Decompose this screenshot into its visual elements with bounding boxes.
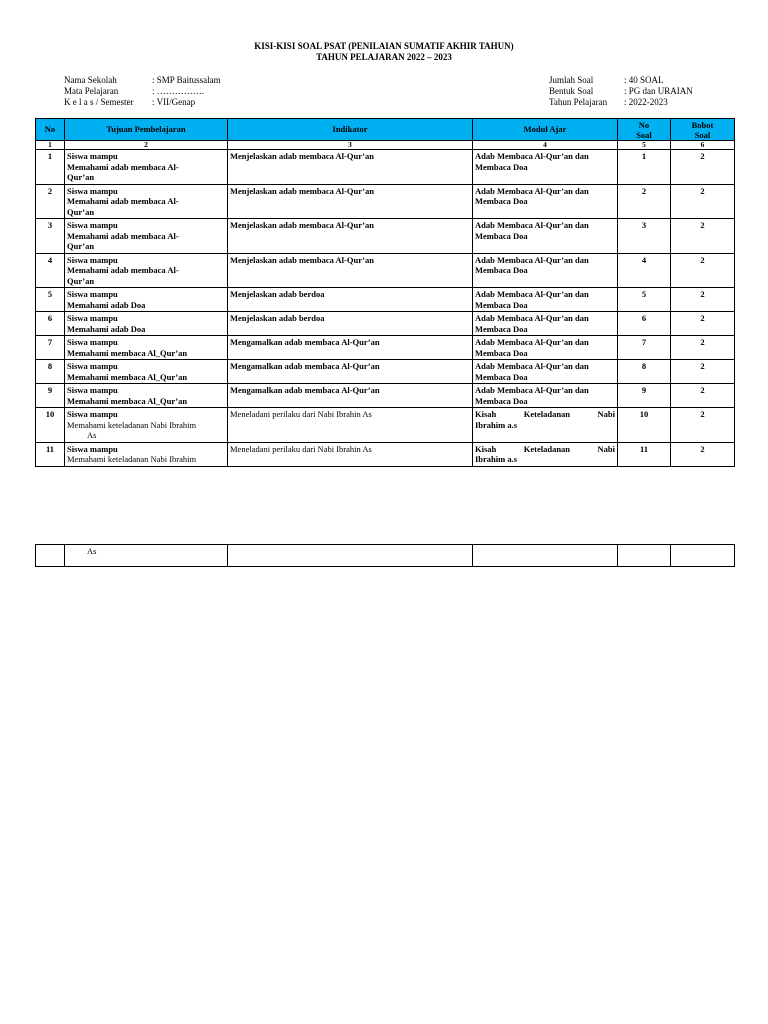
bobot-cell: 2 <box>671 288 735 312</box>
bobot-cell: 2 <box>671 312 735 336</box>
tp-body-text: Memahami membaca Al_Qur’an <box>67 347 188 358</box>
tp-head-text: Siswa mampu <box>67 185 118 196</box>
document-title: KISI-KISI SOAL PSAT (PENILAIAN SUMATIF AKHIR TAHUN) <box>254 41 514 51</box>
tp-head-text: Siswa mampu <box>67 254 118 265</box>
tp-head-text: Siswa mampu <box>67 289 118 299</box>
no-soal-cell: 3 <box>618 219 671 254</box>
table-row <box>36 312 735 336</box>
tujuan-pembelajaran-cell <box>65 408 228 443</box>
meta-label: Tahun Pelajaran <box>549 97 608 107</box>
no-soal-cell: 5 <box>618 288 671 312</box>
table-header-row <box>36 119 735 141</box>
modul-ajar-cell <box>473 312 618 336</box>
tp-head-text: Siswa mampu <box>67 337 118 347</box>
header-bobot: Bobot Soal <box>671 119 735 141</box>
tp-tail-text: Qur’an <box>67 241 95 251</box>
modul-line-1: Adab Membaca Al-Qur’an dan <box>475 361 589 371</box>
indikator-cell: Meneladani perilaku dari Nabi Ibrahin As <box>228 408 473 443</box>
modul-line-1: Adab Membaca Al-Qur’an dan <box>475 151 589 161</box>
modul-ajar-cell <box>473 545 618 567</box>
indikator-cell: Menjelaskan adab membaca Al-Qur’an <box>228 253 473 288</box>
tp-body-text: Memahami membaca Al_Qur’an <box>67 371 188 382</box>
modul-line-2: Membaca Doa <box>475 347 528 358</box>
modul-ajar-cell <box>473 150 618 185</box>
meta-label: Nama Sekolah <box>64 75 117 85</box>
modul-line-2: Membaca Doa <box>475 299 528 310</box>
no-soal-cell: 4 <box>618 253 671 288</box>
modul-ajar-cell <box>473 442 618 466</box>
tujuan-pembelajaran-cell <box>65 288 228 312</box>
modul-line-1: Adab Membaca Al-Qur’an dan <box>475 313 589 323</box>
tujuan-pembelajaran-cell <box>65 253 228 288</box>
table-row <box>36 336 735 360</box>
column-number: 2 <box>65 141 228 150</box>
kisi-kisi-table-page-1 <box>35 118 735 467</box>
row-number: 5 <box>36 288 65 312</box>
meta-label: K e l a s / Semester <box>64 97 134 107</box>
table-row <box>36 219 735 254</box>
table-row <box>36 384 735 408</box>
bobot-cell <box>671 545 735 567</box>
modul-word: Nabi <box>597 443 615 454</box>
no-soal-cell <box>618 545 671 567</box>
tp-head-text: Siswa mampu <box>67 220 118 230</box>
row-number: 4 <box>36 253 65 288</box>
meta-label: Mata Pelajaran <box>64 86 119 96</box>
modul-ajar-cell <box>473 184 618 219</box>
meta-value: : PG dan URAIAN <box>624 86 693 96</box>
table-row <box>36 408 735 443</box>
bobot-cell: 2 <box>671 360 735 384</box>
meta-value: : SMP Baitussalam <box>152 75 221 85</box>
indikator-cell: Menjelaskan adab membaca Al-Qur’an <box>228 150 473 185</box>
no-soal-cell: 11 <box>618 442 671 466</box>
table-row <box>36 545 735 567</box>
modul-ajar-cell <box>473 360 618 384</box>
tp-head-text: Siswa mampu <box>67 313 118 323</box>
column-number: 3 <box>228 141 473 150</box>
indikator-cell: Mengamalkan adab membaca Al-Qur’an <box>228 384 473 408</box>
indikator-cell <box>228 545 473 567</box>
modul-ajar-cell <box>473 384 618 408</box>
row-number: 9 <box>36 384 65 408</box>
modul-word: Kisah <box>475 409 497 419</box>
tp-body-text: Memahami keteladanan Nabi Ibrahim <box>67 419 197 430</box>
modul-line-2: Membaca Doa <box>475 265 528 275</box>
tp-tail-text: Qur’an <box>67 275 95 286</box>
meta-left <box>64 75 221 108</box>
table-row <box>36 150 735 185</box>
modul-line-2: Membaca Doa <box>475 371 528 382</box>
tujuan-pembelajaran-cell <box>65 312 228 336</box>
modul-ajar-cell <box>473 253 618 288</box>
modul-line-1: Adab Membaca Al-Qur’an dan <box>475 337 589 347</box>
column-number: 4 <box>473 141 618 150</box>
modul-ajar-cell <box>473 219 618 254</box>
row-number: 7 <box>36 336 65 360</box>
modul-line-1: Adab Membaca Al-Qur’an dan <box>475 220 589 230</box>
tujuan-pembelajaran-cell <box>65 360 228 384</box>
modul-ajar-cell <box>473 408 618 443</box>
bobot-cell: 2 <box>671 384 735 408</box>
modul-line-1 <box>475 409 615 420</box>
tujuan-pembelajaran-cell <box>65 336 228 360</box>
column-number-row <box>36 141 735 150</box>
modul-line-2: Ibrahim a.s <box>475 454 518 464</box>
row-number: 10 <box>36 408 65 443</box>
tujuan-pembelajaran-cell <box>65 545 228 567</box>
modul-line-2: Membaca Doa <box>475 161 528 172</box>
tp-head-text: Siswa mampu <box>67 409 118 419</box>
meta-value: : VII/Genap <box>152 97 196 107</box>
tp-tail-text: As <box>87 546 97 556</box>
meta-value: : 40 SOAL <box>624 75 664 85</box>
header-modul: Modul Ajar <box>473 119 618 141</box>
column-number: 5 <box>618 141 671 150</box>
row-number: 6 <box>36 312 65 336</box>
tujuan-pembelajaran-cell <box>65 219 228 254</box>
indikator-cell: Menjelaskan adab berdoa <box>228 312 473 336</box>
no-soal-cell: 10 <box>618 408 671 443</box>
tujuan-pembelajaran-cell <box>65 184 228 219</box>
modul-line-2: Membaca Doa <box>475 196 528 206</box>
indikator-cell: Menjelaskan adab membaca Al-Qur’an <box>228 219 473 254</box>
indikator-cell: Menjelaskan adab membaca Al-Qur’an <box>228 184 473 219</box>
table-row <box>36 253 735 288</box>
tp-body-text: Memahami keteladanan Nabi Ibrahim <box>67 454 197 464</box>
document-subtitle: TAHUN PELAJARAN 2022 – 2023 <box>316 52 452 62</box>
no-soal-cell: 8 <box>618 360 671 384</box>
tp-tail-text: Qur’an <box>67 206 95 217</box>
meta-label: Bentuk Soal <box>549 86 594 96</box>
modul-line-1: Adab Membaca Al-Qur’an dan <box>475 185 589 196</box>
modul-word: Keteladanan <box>523 443 571 454</box>
tp-body-text: Memahami membaca Al_Qur’an <box>67 395 188 406</box>
modul-line-1: Adab Membaca Al-Qur’an dan <box>475 254 589 265</box>
row-number: 8 <box>36 360 65 384</box>
tp-body-text: Memahami adab membaca Al- <box>67 230 179 241</box>
modul-line-1 <box>475 444 615 455</box>
bobot-cell: 2 <box>671 408 735 443</box>
tp-head-text: Siswa mampu <box>67 361 118 371</box>
tp-body-text: Memahami adab Doa <box>67 323 146 334</box>
no-soal-cell: 1 <box>618 150 671 185</box>
tp-body-text: Memahami adab membaca Al- <box>67 265 179 275</box>
row-number: 3 <box>36 219 65 254</box>
header-tujuan: Tujuan Pembelajaran <box>65 119 228 141</box>
modul-word: Keteladanan <box>523 409 571 419</box>
row-number: 1 <box>36 150 65 185</box>
table-row <box>36 442 735 466</box>
modul-word: Nabi <box>597 409 615 419</box>
indikator-cell: Meneladani perilaku dari Nabi Ibrahin As <box>228 442 473 466</box>
tp-body-text: Memahami adab membaca Al- <box>67 161 179 172</box>
row-number <box>36 545 65 567</box>
modul-ajar-cell <box>473 336 618 360</box>
kisi-kisi-table-page-2 <box>35 544 735 567</box>
indikator-cell: Mengamalkan adab membaca Al-Qur’an <box>228 336 473 360</box>
table-row <box>36 360 735 384</box>
modul-line-2: Membaca Doa <box>475 323 528 334</box>
table-row <box>36 184 735 219</box>
tp-head-text: Siswa mampu <box>67 151 118 161</box>
modul-line-2: Membaca Doa <box>475 395 528 406</box>
modul-line-1: Adab Membaca Al-Qur’an dan <box>475 289 589 299</box>
column-number: 1 <box>36 141 65 150</box>
modul-line-2: Ibrahim a.s <box>475 419 518 430</box>
bobot-cell: 2 <box>671 219 735 254</box>
modul-word: Kisah <box>475 443 497 454</box>
tujuan-pembelajaran-cell <box>65 384 228 408</box>
tp-body-text: Memahami adab Doa <box>67 299 146 310</box>
no-soal-cell: 7 <box>618 336 671 360</box>
header-no-soal: No Soal <box>618 119 671 141</box>
row-number: 11 <box>36 442 65 466</box>
modul-line-2: Membaca Doa <box>475 230 528 241</box>
header-no: No <box>36 119 65 141</box>
bobot-cell: 2 <box>671 184 735 219</box>
tp-tail-text: Qur’an <box>67 172 95 182</box>
meta-right <box>549 75 693 108</box>
no-soal-cell: 2 <box>618 184 671 219</box>
modul-line-1: Adab Membaca Al-Qur’an dan <box>475 385 589 395</box>
row-number: 2 <box>36 184 65 219</box>
bobot-cell: 2 <box>671 253 735 288</box>
tp-head-text: Siswa mampu <box>67 443 118 454</box>
tujuan-pembelajaran-cell <box>65 442 228 466</box>
table-row <box>36 288 735 312</box>
meta-value: : ……………. <box>152 86 205 96</box>
indikator-cell: Mengamalkan adab membaca Al-Qur’an <box>228 360 473 384</box>
tp-tail-text: As <box>87 430 97 440</box>
no-soal-cell: 6 <box>618 312 671 336</box>
bobot-cell: 2 <box>671 442 735 466</box>
modul-ajar-cell <box>473 288 618 312</box>
column-number: 6 <box>671 141 735 150</box>
tp-body-text: Memahami adab membaca Al- <box>67 196 179 206</box>
tp-head-text: Siswa mampu <box>67 385 118 395</box>
bobot-cell: 2 <box>671 150 735 185</box>
tujuan-pembelajaran-cell <box>65 150 228 185</box>
meta-label: Jumlah Soal <box>549 75 594 85</box>
header-indikator: Indikator <box>228 119 473 141</box>
bobot-cell: 2 <box>671 336 735 360</box>
meta-value: : 2022-2023 <box>624 97 668 107</box>
no-soal-cell: 9 <box>618 384 671 408</box>
indikator-cell: Menjelaskan adab berdoa <box>228 288 473 312</box>
